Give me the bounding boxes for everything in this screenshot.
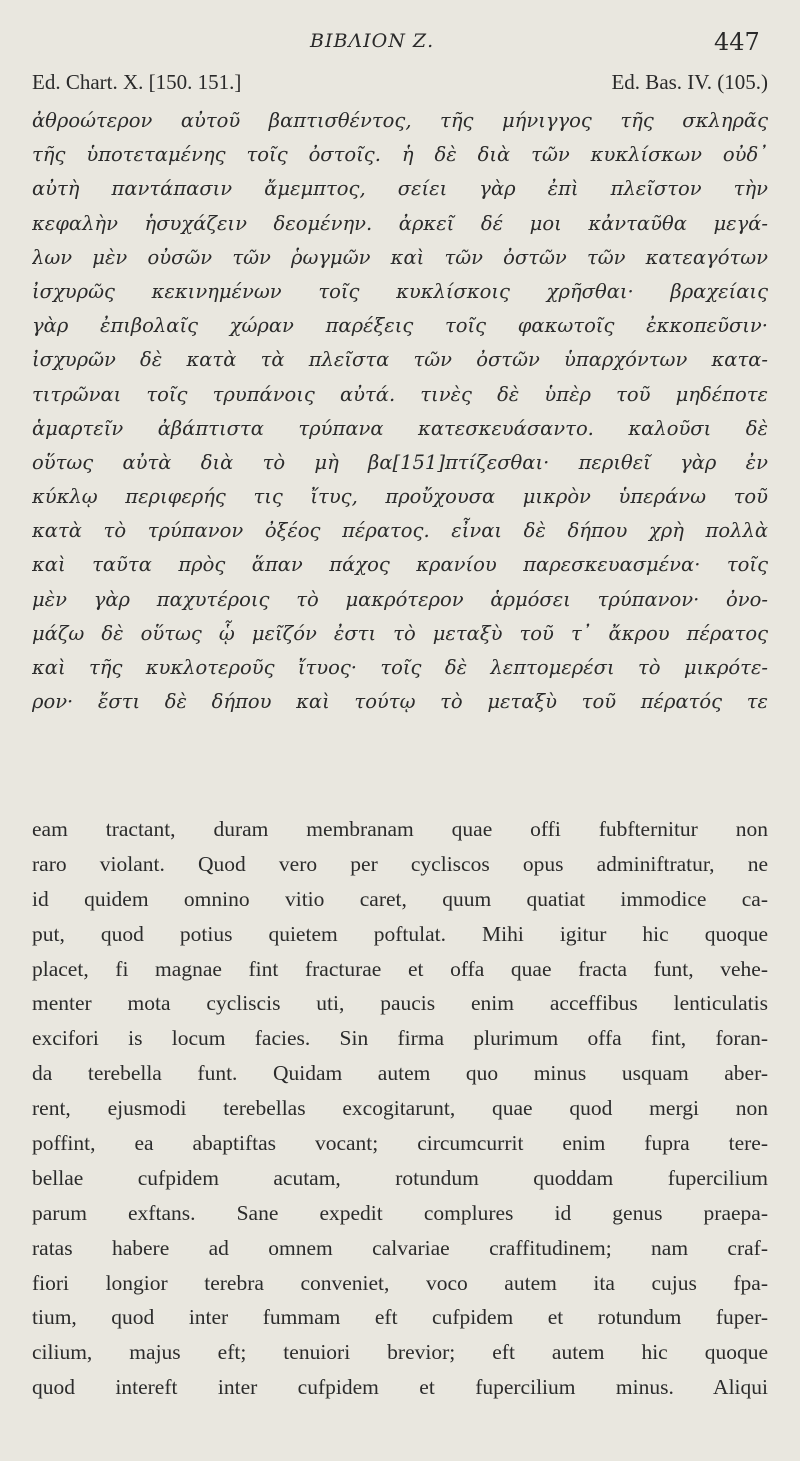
latin-line: placet, fi magnae fint fracturae et offa quae fracta funt, vehe-: [32, 956, 768, 981]
basel-edition-reference: Ed. Bas. IV. (105.): [611, 70, 768, 94]
greek-line: κύκλῳ περιφερής τις ἴτυς, προὔχουσα μικρὸν ὑπεράνω τοῦ: [32, 485, 768, 509]
greek-line: ἰσχυρῶν δὲ κατὰ τὰ πλεῖστα τῶν ὀστῶν ὑπαρχόντων κατα-: [32, 348, 768, 372]
latin-line: quod intereft inter cufpidem et fupercilium minus. Aliqui: [32, 1375, 768, 1400]
latin-line: bellae cufpidem acutam, rotundum quoddam fupercilium: [32, 1165, 768, 1190]
edition-references: [32, 70, 768, 104]
greek-line: τιτρῶναι τοῖς τρυπάνοις αὐτά. τινὲς δὲ ὑπὲρ τοῦ μηδέποτε: [32, 382, 768, 406]
latin-line: eam tractant, duram membranam quae offi fubfternitur non: [32, 817, 768, 841]
latin-line: excifori is locum facies. Sin firma plurimum offa fint, foran-: [32, 1026, 768, 1051]
greek-line: λων μὲν οὐσῶν τῶν ῥωγμῶν καὶ τῶν ὀστῶν τῶν κατεαγότων: [32, 245, 768, 269]
greek-line: ἰσχυρῶς κεκινημένων τοῖς κυκλίσκοις χρῆσθαι· βραχείαις: [32, 279, 768, 303]
book-title: ΒΙΒΛΙΟΝ Ζ.: [310, 30, 435, 52]
latin-line: ratas habere ad omnem calvariae craffitudinem; nam craf-: [32, 1235, 768, 1260]
latin-translation: [32, 812, 768, 1405]
greek-line: τῆς ὑποτεταμένης τοῖς ὀστοῖς. ἡ δὲ διὰ τῶν κυκλίσκων οὐδ᾽: [32, 143, 768, 167]
latin-line: cilium, majus eft; tenuiori brevior; eft autem hic quoque: [32, 1340, 768, 1365]
greek-line: μάζω δὲ οὕτως ᾧ μεῖζόν ἐστι τὸ μεταξὺ τοῦ τ᾽ ἄκρου πέρατος: [32, 621, 768, 645]
latin-line: da terebella funt. Quidam autem quo minus usquam aber-: [32, 1061, 768, 1086]
latin-line: put, quod potius quietem poftulat. Mihi igitur hic quoque: [32, 921, 768, 946]
greek-line: οὕτως αὐτὰ διὰ τὸ μὴ βα[151]πτίζεσθαι· περιθεῖ γὰρ ἐν: [32, 450, 768, 474]
greek-line: ἀθροώτερον αὐτοῦ βαπτισθέντος, τῆς μήνιγγος τῆς σκληρᾶς: [32, 109, 768, 132]
latin-line: id quidem omnino vitio caret, quum quatiat immodice ca-: [32, 886, 768, 911]
greek-line: ἁμαρτεῖν ἀβάπτιστα τρύπανα κατεσκευάσαντο. καλοῦσι δὲ: [32, 416, 768, 440]
latin-line: fiori longior terebra conveniet, voco autem ita cujus fpa-: [32, 1270, 768, 1295]
greek-line: κεφαλὴν ἡσυχάζειν δεομένην. ἀρκεῖ δέ μοι κἀνταῦθα μεγά-: [32, 211, 768, 235]
latin-line: parum exftans. Sane expedit complures id genus praepa-: [32, 1200, 768, 1225]
running-head: [0, 28, 800, 58]
greek-line: αὐτὴ παντάπασιν ἄμεμπτος, σείει γὰρ ἐπὶ πλεῖστον τὴν: [32, 177, 768, 201]
latin-line: menter mota cycliscis uti, paucis enim acceffibus lenticulatis: [32, 991, 768, 1016]
chartier-edition-reference: Ed. Chart. X. [150. 151.]: [32, 70, 242, 94]
latin-line: rent, ejusmodi terebellas excogitarunt, quae quod mergi non: [32, 1096, 768, 1121]
page-number: 447: [714, 28, 760, 56]
greek-line: καὶ τῆς κυκλοτεροῦς ἴτυος· τοῖς δὲ λεπτομερέσι τὸ μικρότε-: [32, 656, 768, 679]
greek-line: γὰρ ἐπιβολαῖς χώραν παρέξεις τοῖς φακωτοῖς ἐκκοπεῦσιν·: [32, 314, 768, 338]
greek-line: μὲν γὰρ παχυτέροις τὸ μακρότερον ἁρμόσει τρύπανον· ὀνο-: [32, 587, 768, 611]
latin-line: poffint, ea abaptiftas vocant; circumcurrit enim fupra tere-: [32, 1131, 768, 1156]
latin-line: tium, quod inter fummam eft cufpidem et rotundum fuper-: [32, 1305, 768, 1330]
greek-line: καὶ ταῦτα πρὸς ἅπαν πάχος κρανίου παρεσκευασμένα· τοῖς: [32, 553, 768, 577]
greek-line: ρον· ἔστι δὲ δήπου καὶ τούτῳ τὸ μεταξὺ τοῦ πέρατός τε: [32, 690, 768, 714]
greek-text: [32, 104, 768, 719]
latin-line: raro violant. Quod vero per cycliscos opus adminiftratur, ne: [32, 851, 768, 876]
greek-line: κατὰ τὸ τρύπανον ὀξέος πέρατος. εἶναι δὲ δήπου χρὴ πολλὰ: [32, 519, 768, 543]
